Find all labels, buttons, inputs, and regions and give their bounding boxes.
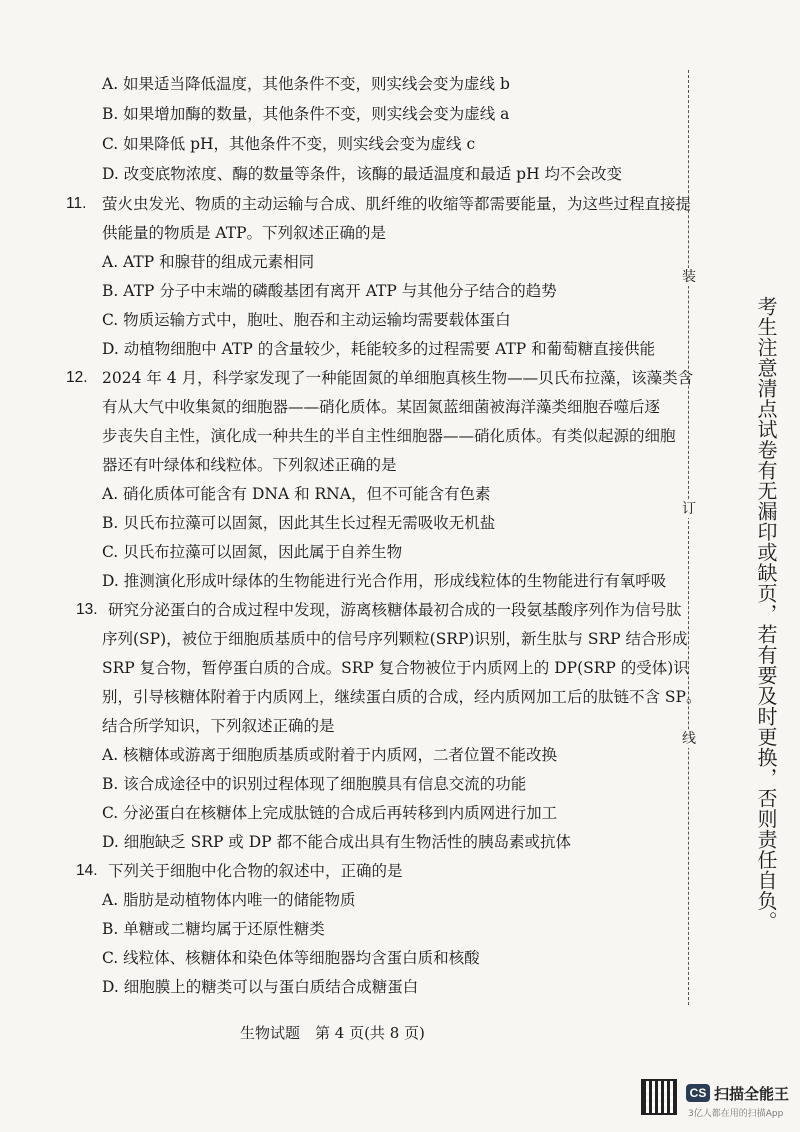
q14-option-b: B. 单糖或二糖均属于还原性糖类 — [102, 920, 325, 938]
q11-option-a: A. ATP 和腺苷的组成元素相同 — [102, 253, 315, 271]
q14-option-a: A. 脂肪是动植物体内唯一的储能物质 — [102, 891, 356, 909]
camscanner-tagline: 3亿人都在用的扫描App — [688, 1109, 784, 1119]
q10-option-b: B. 如果增加酶的数量，其他条件不变，则实线会变为虚线 a — [102, 105, 510, 123]
binding-label-zhuang: 装 — [682, 269, 696, 285]
q13-option-d: D. 细胞缺乏 SRP 或 DP 都不能合成出具有生物活性的胰岛素或抗体 — [102, 833, 572, 851]
q11-option-b: B. ATP 分子中末端的磷酸基团有离开 ATP 与其他分子结合的趋势 — [102, 282, 557, 300]
q13-stem-line-2: 序列(SP)，被位于细胞质基质中的信号序列颗粒(SRP)识别，新生肽与 SRP 结合形成 — [102, 630, 688, 648]
camscanner-name: 扫描全能王 — [714, 1085, 790, 1103]
q12-option-c: C. 贝氏布拉藻可以固氮，因此属于自养生物 — [102, 543, 403, 561]
q13-stem-line-1: 研究分泌蛋白的合成过程中发现，游离核糖体最初合成的一段氨基酸序列作为信号肽 — [108, 601, 682, 619]
q10-option-a: A. 如果适当降低温度，其他条件不变，则实线会变为虚线 b — [102, 75, 510, 93]
binding-label-ding: 订 — [682, 501, 696, 517]
q12-stem-line-4: 器还有叶绿体和线粒体。下列叙述正确的是 — [102, 456, 397, 474]
q13-stem-line-5: 结合所学知识，下列叙述正确的是 — [102, 717, 335, 735]
q10-option-d: D. 改变底物浓度、酶的数量等条件，该酶的最适温度和最适 pH 均不会改变 — [102, 165, 623, 183]
q11-stem-line-2: 供能量的物质是 ATP。下列叙述正确的是 — [102, 224, 387, 242]
q14-number: 14. — [76, 862, 98, 879]
q14-stem: 下列关于细胞中化合物的叙述中，正确的是 — [108, 862, 403, 880]
qr-code-icon — [641, 1079, 677, 1115]
q13-stem-line-4: 别，引导核糖体附着于内质网上，继续蛋白质的合成，经内质网加工后的肽链不含 SP。 — [102, 688, 702, 706]
q11-option-d: D. 动植物细胞中 ATP 的含量较少，耗能较多的过程需要 ATP 和葡萄糖直接供能 — [102, 340, 656, 358]
q13-option-b: B. 该合成途径中的识别过程体现了细胞膜具有信息交流的功能 — [102, 775, 527, 793]
q12-number: 12. — [66, 369, 88, 386]
q12-stem-line-3: 步丧失自主性，演化成一种共生的半自主性细胞器——硝化质体。有类似起源的细胞 — [102, 427, 676, 445]
camscanner-logo-icon: CS — [686, 1084, 710, 1102]
q11-number: 11. — [66, 195, 87, 212]
binding-label-xian: 线 — [682, 731, 696, 747]
exam-notice-vertical: 考生注意清点试卷有无漏印或缺页，若有要及时更换，否则责任自负。 — [754, 296, 778, 932]
q14-option-c: C. 线粒体、核糖体和染色体等细胞器均含蛋白质和核酸 — [102, 949, 480, 967]
q14-option-d: D. 细胞膜上的糖类可以与蛋白质结合成糖蛋白 — [102, 978, 419, 996]
binding-dashed-line — [688, 70, 689, 1005]
q13-option-a: A. 核糖体或游离于细胞质基质或附着于内质网，二者位置不能改换 — [102, 746, 558, 764]
q11-stem-line-1: 萤火虫发光、物质的主动运输与合成、肌纤维的收缩等都需要能量，为这些过程直接提 — [102, 195, 692, 213]
q12-option-a: A. 硝化质体可能含有 DNA 和 RNA，但不可能含有色素 — [102, 485, 491, 503]
q12-option-b: B. 贝氏布拉藻可以固氮，因此其生长过程无需吸收无机盐 — [102, 514, 496, 532]
q10-option-c: C. 如果降低 pH，其他条件不变，则实线会变为虚线 c — [102, 135, 476, 153]
q12-stem-line-1: 2024 年 4 月，科学家发现了一种能固氮的单细胞真核生物——贝氏布拉藻，该藻类含 — [102, 369, 694, 387]
q13-stem-line-3: SRP 复合物，暂停蛋白质的合成。SRP 复合物被位于内质网上的 DP(SRP 的受体)识 — [102, 659, 689, 677]
page-footer: 生物试题 第 4 页(共 8 页) — [240, 1024, 425, 1042]
q12-option-d: D. 推测演化形成叶绿体的生物能进行光合作用，形成线粒体的生物能进行有氧呼吸 — [102, 572, 667, 590]
q12-stem-line-2: 有从大气中收集氮的细胞器——硝化质体。某固氮蓝细菌被海洋藻类细胞吞噬后逐 — [102, 398, 661, 416]
q13-number: 13. — [76, 601, 98, 618]
q11-option-c: C. 物质运输方式中，胞吐、胞吞和主动运输均需要载体蛋白 — [102, 311, 511, 329]
q13-option-c: C. 分泌蛋白在核糖体上完成肽链的合成后再转移到内质网进行加工 — [102, 804, 558, 822]
